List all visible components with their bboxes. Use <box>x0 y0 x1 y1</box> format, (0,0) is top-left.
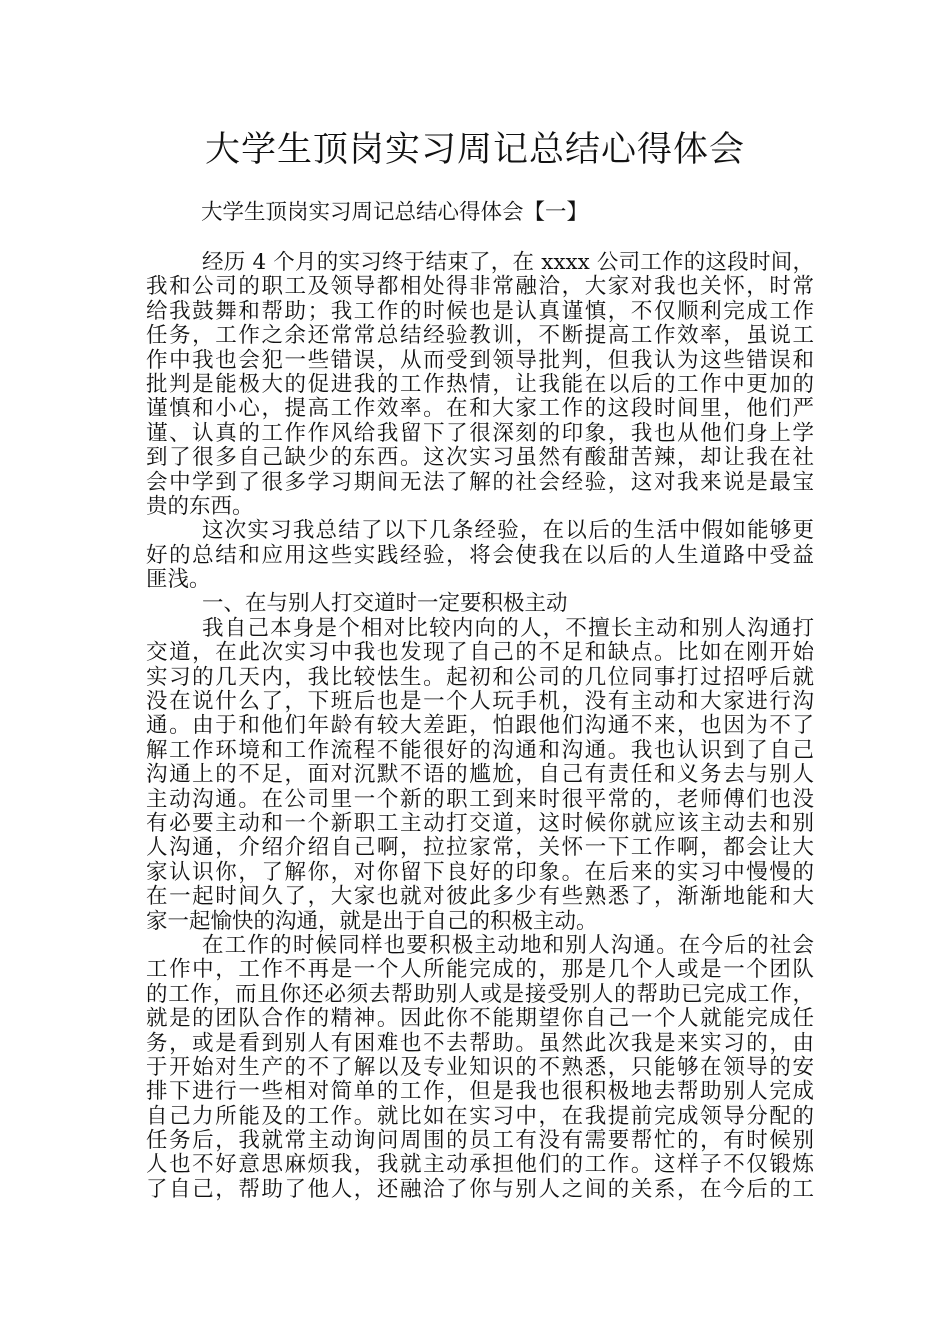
text-line: 于开始对生产的不了解以及专业知识的不熟悉，只能够在领导的安 <box>146 1054 814 1080</box>
text-line: 谨、认真的工作作风给我留下了很深刻的印象，我也从他们身上学 <box>146 420 814 446</box>
text-line: 匪浅。 <box>146 567 211 593</box>
text-line: 交道，在此次实习中我也发现了自己的不足和缺点。比如在刚开始 <box>146 640 814 666</box>
body-text <box>146 251 814 1202</box>
text-line: 这次实习我总结了以下几条经验，在以后的生活中假如能够更 <box>202 518 814 544</box>
text-line: 到了很多自己缺少的东西。这次实习虽然有酸甜苦辣，却让我在社 <box>146 445 814 471</box>
section-subtitle: 大学生顶岗实习周记总结心得体会【一】 <box>201 200 589 225</box>
text-line: 工作中，工作不再是一个人所能完成的，那是几个人或是一个团队 <box>146 957 814 983</box>
text-line: 好的总结和应用这些实践经验，将会使我在以后的人生道路中受益 <box>146 542 814 568</box>
text-line: 经历 4 个月的实习终于结束了，在 xxxx 公司工作的这段时间， <box>202 250 814 275</box>
text-line: 解工作环境和工作流程不能很好的沟通和沟通。我也认识到了自己 <box>146 737 814 763</box>
text-line: 任务，工作之余还常常总结经验教训，不断提高工作效率，虽说工 <box>146 323 814 349</box>
text-line: 的工作，而且你还必须去帮助别人或是接受别人的帮助已完成工作， <box>146 981 814 1007</box>
text-line: 我自己本身是个相对比较内向的人，不擅长主动和别人沟通打 <box>202 615 814 641</box>
text-line: 谨慎和小心，提高工作效率。在和大家工作的这段时间里，他们严 <box>146 396 814 422</box>
text-line: 作中我也会犯一些错误，从而受到领导批判，但我认为这些错误和 <box>146 347 814 373</box>
text-line: 在一起时间久了，大家也就对彼此多少有些熟悉了，渐渐地能和大 <box>146 884 814 910</box>
text-line: 了自己，帮助了他人，还融洽了你与别人之间的关系，在今后的工 <box>146 1176 814 1202</box>
text-line: 就是的团队合作的精神。因此你不能期望你自己一个人就能完成任 <box>146 1006 814 1032</box>
text-line: 在工作的时候同样也要积极主动地和别人沟通。在今后的社会 <box>202 932 814 958</box>
text-line: 任务后，我就常主动询问周围的员工有没有需要帮忙的，有时候别 <box>146 1128 814 1154</box>
text-line: 没在说什么了，下班后也是一个人玩手机，没有主动和大家进行沟 <box>146 689 814 715</box>
text-line: 人也不好意思麻烦我，我就主动承担他们的工作。这样子不仅锻炼 <box>146 1152 814 1178</box>
text-line: 我和公司的职工及领导都相处得非常融洽，大家对我也关怀，时常 <box>146 274 814 300</box>
text-line: 主动沟通。在公司里一个新的职工到来时很平常的，老师傅们也没 <box>146 786 814 812</box>
text-line: 家认识你，了解你，对你留下良好的印象。在后来的实习中慢慢的 <box>146 859 814 885</box>
text-line: 贵的东西。 <box>146 493 254 519</box>
text-line: 家一起愉快的沟通，就是出于自己的积极主动。 <box>146 908 598 934</box>
text-line: 实习的几天内，我比较怯生。起初和公司的几位同事打过招呼后就 <box>146 664 814 690</box>
text-line: 排下进行一些相对简单的工作，但是我也很积极地去帮助别人完成 <box>146 1079 814 1105</box>
text-line: 沟通上的不足，面对沉默不语的尴尬，自己有责任和义务去与别人 <box>146 762 814 788</box>
text-line: 人沟通，介绍介绍自己啊，拉拉家常，关怀一下工作啊，都会让大 <box>146 835 814 861</box>
text-line: 一、在与别人打交道时一定要积极主动 <box>202 591 568 617</box>
text-line: 批判是能极大的促进我的工作热情，让我能在以后的工作中更加的 <box>146 371 814 397</box>
text-line: 会中学到了很多学习期间无法了解的社会经验，这对我来说是最宝 <box>146 469 814 495</box>
text-line: 务，或是看到别人有困难也不去帮助。虽然此次我是来实习的，由 <box>146 1030 814 1056</box>
text-line: 给我鼓舞和帮助；我工作的时候也是认真谨慎，不仅顺利完成工作 <box>146 298 814 324</box>
text-line: 通。由于和他们年龄有较大差距，怕跟他们沟通不来，也因为不了 <box>146 713 814 739</box>
page-title: 大学生顶岗实习周记总结心得体会 <box>204 130 745 170</box>
text-line: 自己力所能及的工作。就比如在实习中，在我提前完成领导分配的 <box>146 1103 814 1129</box>
text-line: 有必要主动和一个新职工主动打交道，这时候你就应该主动去和别 <box>146 810 814 836</box>
